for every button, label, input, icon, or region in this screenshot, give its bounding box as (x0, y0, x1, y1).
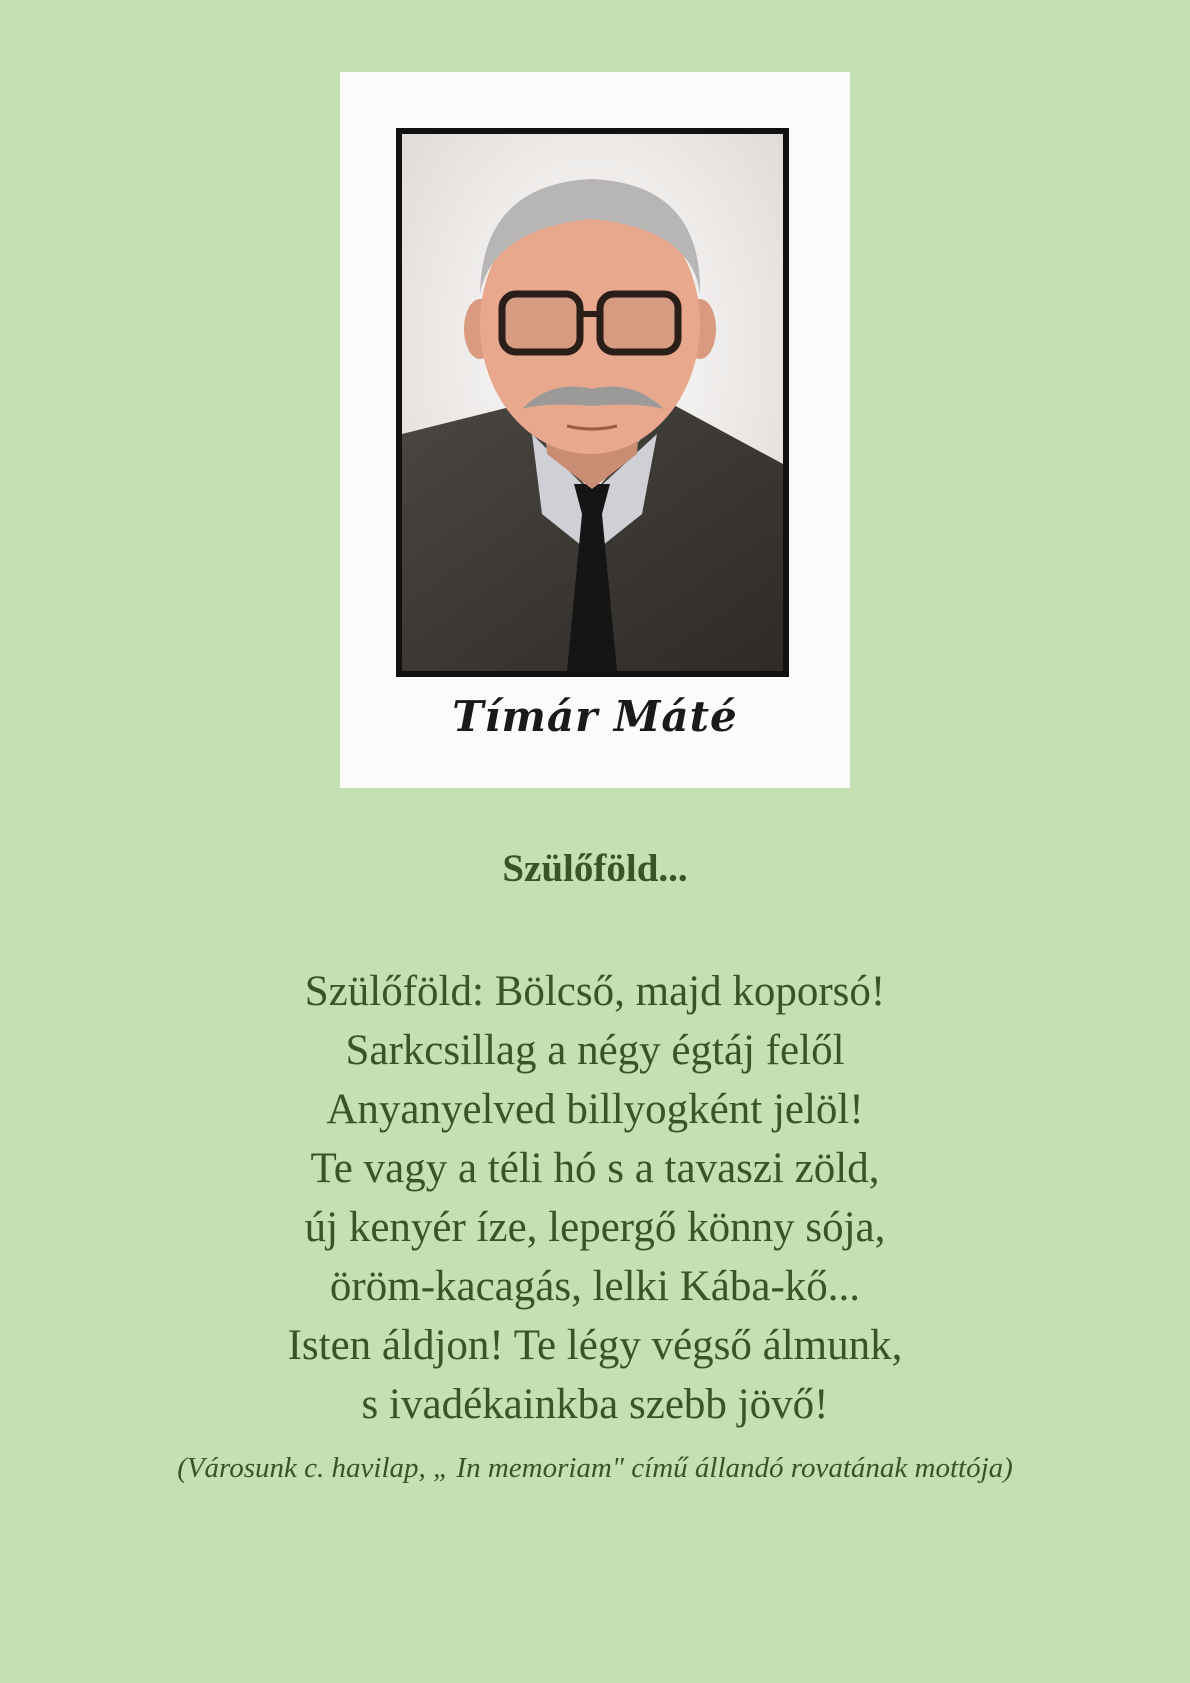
portrait-card (340, 72, 850, 788)
poem-line: öröm-kacagás, lelki Kába-kő... (329, 1263, 861, 1310)
portrait-photo-frame (396, 128, 789, 677)
poem-line: Anyanyelved billyogként jelöl! (326, 1086, 864, 1133)
poem-line: Te vagy a téli hó s a tavaszi zöld, (310, 1145, 880, 1192)
portrait-photo (402, 134, 783, 671)
poem-line: Szülőföld: Bölcső, majd koporsó! (304, 968, 886, 1015)
poem-body (0, 962, 1190, 1434)
poem-line: s ivadékainkba szebb jövő! (361, 1381, 829, 1428)
poem-line: Sarkcsillag a négy égtáj felől (345, 1027, 845, 1074)
poem-line: Isten áldjon! Te légy végső álmunk, (287, 1322, 903, 1369)
poem-title: Szülőföld... (502, 847, 688, 890)
poem-line: új kenyér íze, lepergő könny sója, (304, 1204, 886, 1251)
poem-source-note: (Városunk c. havilap, „ In memoriam" című állandó rovatának mottója) (177, 1452, 1013, 1484)
portrait-signature: Tímár Máté (452, 692, 738, 741)
